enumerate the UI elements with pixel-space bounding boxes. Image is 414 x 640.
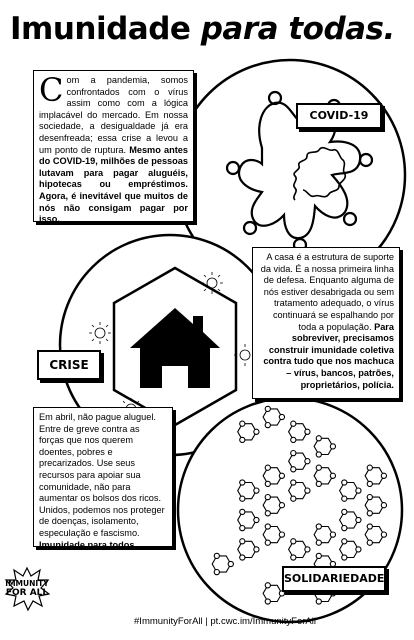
network-node — [305, 488, 310, 493]
network-node — [316, 540, 321, 545]
network-node — [240, 509, 245, 514]
title-italic: para todas. — [200, 11, 395, 47]
network-node — [240, 539, 245, 544]
network-node — [342, 539, 347, 544]
network-node — [342, 509, 347, 514]
network-node — [367, 465, 372, 470]
network-node — [305, 547, 310, 552]
network-node — [342, 496, 347, 501]
network-node — [228, 561, 233, 566]
network-node — [356, 488, 361, 493]
network-node — [214, 553, 219, 558]
action-text-box — [33, 407, 173, 550]
network-node — [316, 465, 321, 470]
housing-text-bold: Para sobreviver, precisamos construir imunidade coletiva contra tudo que nos machuca – vírus, bancos, patrões, proprietários, polícia. — [263, 321, 394, 390]
network-node — [279, 532, 284, 537]
network-node — [342, 480, 347, 485]
network-node — [240, 496, 245, 501]
network-node — [265, 540, 270, 545]
network-node — [254, 547, 259, 552]
network-node — [316, 452, 321, 457]
network-node — [291, 467, 296, 472]
network-node — [356, 547, 361, 552]
solidariedade-label: SOLIDARIEDADE — [282, 566, 386, 592]
network-node — [291, 555, 296, 560]
network-node — [316, 481, 321, 486]
network-node — [356, 517, 361, 522]
network-node — [316, 524, 321, 529]
network-node — [240, 480, 245, 485]
network-node — [265, 524, 270, 529]
network-node — [316, 553, 321, 558]
page-title — [10, 11, 410, 47]
network-node — [254, 429, 259, 434]
logo-line2: FOR ALL — [5, 588, 49, 598]
title-main: Imunidade — [10, 11, 201, 47]
network-node — [342, 526, 347, 531]
network-node — [381, 503, 386, 508]
network-node — [381, 473, 386, 478]
network-node — [367, 495, 372, 500]
immunity-for-all-logo — [4, 564, 50, 612]
network-node — [291, 480, 296, 485]
intro-text: om a pandemia, somos confrontados com o vírus assim como com a lógica implacável do mercado. Em nossa sociedade, a desigualdade já era desenfreada; essa crise a levou a um ponto de ruptura. — [39, 75, 188, 155]
network-node — [367, 481, 372, 486]
network-node — [265, 406, 270, 411]
network-node — [254, 488, 259, 493]
intro-text-bold: Mesmo antes do COVID-19, milhões de pessoas lutavam para pagar aluguéis, hipotecas ou empréstimos. Agora, é inevitável que muitos de nós não consigam pagar por isso. — [39, 144, 188, 225]
network-node — [240, 526, 245, 531]
crise-label: CRISE — [37, 350, 101, 380]
logo-line1: IMMUNITY — [5, 579, 49, 588]
network-node — [265, 465, 270, 470]
network-node — [291, 437, 296, 442]
network-node — [240, 437, 245, 442]
drop-cap: C — [39, 71, 64, 109]
footer-hashtag-link[interactable]: #ImmunityForAll | pt.cwc.im/ImmunityForAll — [134, 616, 316, 627]
action-text-bold: Imunidade para todos. — [39, 539, 138, 550]
network-node — [291, 539, 296, 544]
housing-text-box — [252, 247, 400, 399]
network-node — [342, 555, 347, 560]
network-node — [279, 473, 284, 478]
network-node — [367, 540, 372, 545]
network-node — [265, 423, 270, 428]
action-text: Em abril, não pague aluguel. Entre de greve contra as forças que nos querem doentes, pobres e precarizados. Use seus recursos para apoiar sua comunidade, não para aumentar os bolsos dos ricos. Unidos, podemos nos proteger de doenças, isolamento, especulação e fascismo. — [39, 412, 165, 538]
network-node — [381, 532, 386, 537]
network-node — [240, 555, 245, 560]
network-node — [291, 421, 296, 426]
network-node — [330, 444, 335, 449]
network-node — [265, 511, 270, 516]
housing-text: A casa é a estrutura de suporte da vida. É a nossa primeira linha de defesa. Enquanto alguma de nós estiver desabrigada ou sem tratamento adequado, o vírus continuará se espalhando por toda a população. — [260, 252, 394, 332]
network-node — [254, 517, 259, 522]
network-node — [330, 473, 335, 478]
network-node — [367, 524, 372, 529]
network-node — [279, 414, 284, 419]
network-node — [367, 511, 372, 516]
intro-text-box — [33, 70, 194, 225]
network-node — [291, 496, 296, 501]
covid-label: COVID-19 — [296, 103, 382, 129]
network-node — [305, 429, 310, 434]
network-node — [214, 570, 219, 575]
network-node — [265, 583, 270, 588]
network-node — [316, 599, 321, 604]
network-node — [279, 503, 284, 508]
network-node — [305, 459, 310, 464]
network-node — [240, 421, 245, 426]
network-node — [316, 436, 321, 441]
network-node — [291, 451, 296, 456]
network-node — [265, 495, 270, 500]
network-node — [330, 532, 335, 537]
network-node — [265, 481, 270, 486]
network-node — [265, 599, 270, 604]
